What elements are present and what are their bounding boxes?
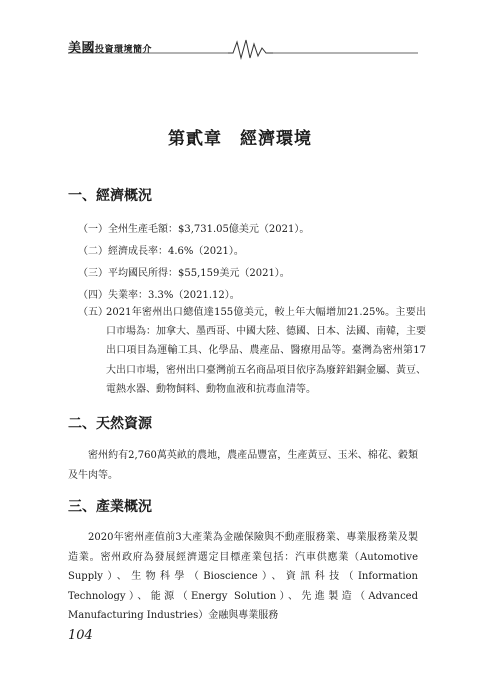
running-header — [68, 34, 418, 60]
industry-paragraph: 2020年密州產值前3大產業為金融保險與不動產服務業、專業服務業及製造業。密州政府為發展經濟選定目標產業包括：汽車供應業（Automotive Supply）、生物科學（Bioscience）、資訊科技（Information Technology）、能源（Energy Solution）、先進製造（Advanced Manufacturing Industries）金融與專業服務 — [68, 532, 418, 621]
list-item: （三）平均國民所得：$55,159美元（2021）。 — [78, 268, 290, 279]
section-heading-economy: 一、經濟概況 — [68, 188, 152, 204]
list-item: （二）經濟成長率：4.6%（2021）。 — [78, 246, 244, 257]
chapter-title: 第貳章 經濟環境 — [168, 129, 312, 149]
page-number: 104 — [68, 628, 93, 643]
list-item: （一）全州生產毛額：$3,731.05億美元（2021）。 — [78, 224, 310, 235]
header-title-sub: 投資環境簡介 — [95, 45, 153, 55]
list-item-long — [78, 303, 426, 399]
list-item: （四）失業率：3.3%（2021.12）。 — [78, 290, 240, 301]
header-title — [68, 37, 152, 56]
section-heading-resources: 二、天然資源 — [68, 416, 152, 432]
resources-paragraph: 密州約有2,760萬英畝的農地，農產品豐富，生產黃豆、玉米、棉花、穀類及牛肉等。 — [68, 450, 418, 481]
list-item-text: 2021年密州出口總值達155億美元，較上年大幅增加21.25%。主要出口市場為：加拿大、墨西哥、中國大陸、德國、日本、法國、南韓，主要出口項目為運輸工具、化學品、農產品、醫療用品等。臺灣為密州第17大出口市場，密州出口臺灣前五名商品項目依序為廢鋅鋁銅金屬、黃豆、電熱水器、動物飼料、動物血液和抗毒血清等。 — [106, 307, 426, 395]
list-item-number: （五） — [78, 307, 108, 318]
section-heading-industry: 三、產業概況 — [68, 499, 152, 515]
header-title-main: 美國 — [68, 41, 96, 56]
